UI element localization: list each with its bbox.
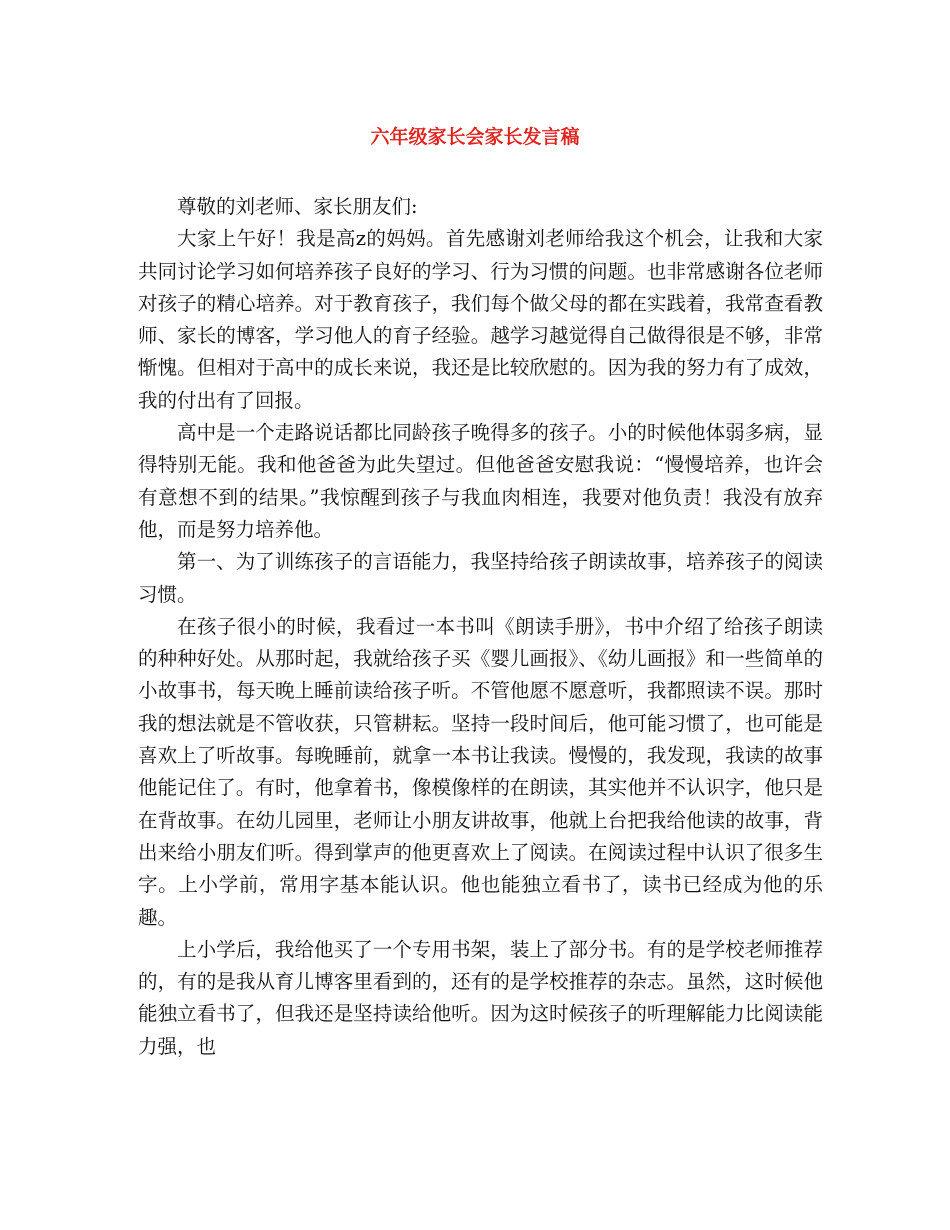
paragraph: 第一、为了训练孩子的言语能力，我坚持给孩子朗读故事，培养孩子的阅读习惯。: [138, 550, 823, 606]
paragraph: 上小学后，我给他买了一个专用书架，装上了部分书。有的是学校老师推荐的，有的是我从育儿博客里看到的，还有的是学校推荐的杂志。虽然，这时候他能独立看书了，但我还是坚持读给他听。因为这时候孩子的听理解能力比阅读能力强，也: [138, 937, 823, 1058]
paragraph: 在孩子很小的时候，我看过一本书叫《朗读手册》，书中介绍了给孩子朗读的种种好处。从那时起，我就给孩子买《婴儿画报》、《幼儿画报》和一些简单的小故事书，每天晚上睡前读给孩子听。不管他愿不愿意听，我都照读不误。那时我的想法就是不管收获，只管耕耘。坚持一段时间后，他可能习惯了，也可能是喜欢上了听故事。每晚睡前，就拿一本书让我读。慢慢的，我发现，我读的故事他能记住了。有时，他拿着书，像模像样的在朗读，其实他并不认识字，他只是在背故事。在幼儿园里，老师让小朋友讲故事，他就上台把我给他读的故事，背出来给小朋友们听。得到掌声的他更喜欢上了阅读。在阅读过程中认识了很多生字。上小学前，常用字基本能认识。他也能独立看书了，读书已经成为他的乐趣。: [138, 614, 823, 929]
document-body: [138, 191, 823, 1063]
paragraph: 大家上午好！我是高z的妈妈。首先感谢刘老师给我这个机会，让我和大家共同讨论学习如何培养孩子良好的学习、行为习惯的问题。也非常感谢各位老师对孩子的精心培养。对于教育孩子，我们每个做父母的都在实践着，我常查看教师、家长的博客，学习他人的育子经验。越学习越觉得自己做得很是不够，非常惭愧。但相对于高中的成长来说，我还是比较欣慰的。因为我的努力有了成效，我的付出有了回报。: [138, 227, 823, 412]
greeting-line: 尊敬的刘老师、家长朋友们:: [177, 195, 418, 218]
document-title: 六年级家长会家长发言稿: [370, 126, 580, 148]
paragraph: 高中是一个走路说话都比同龄孩子晚得多的孩子。小的时候他体弱多病，显得特别无能。我和他爸爸为此失望过。但他爸爸安慰我说：“慢慢培养，也许会有意想不到的结果。”我惊醒到孩子与我血肉相连，我要对他负责！我没有放弃他，而是努力培养他。: [138, 421, 823, 541]
